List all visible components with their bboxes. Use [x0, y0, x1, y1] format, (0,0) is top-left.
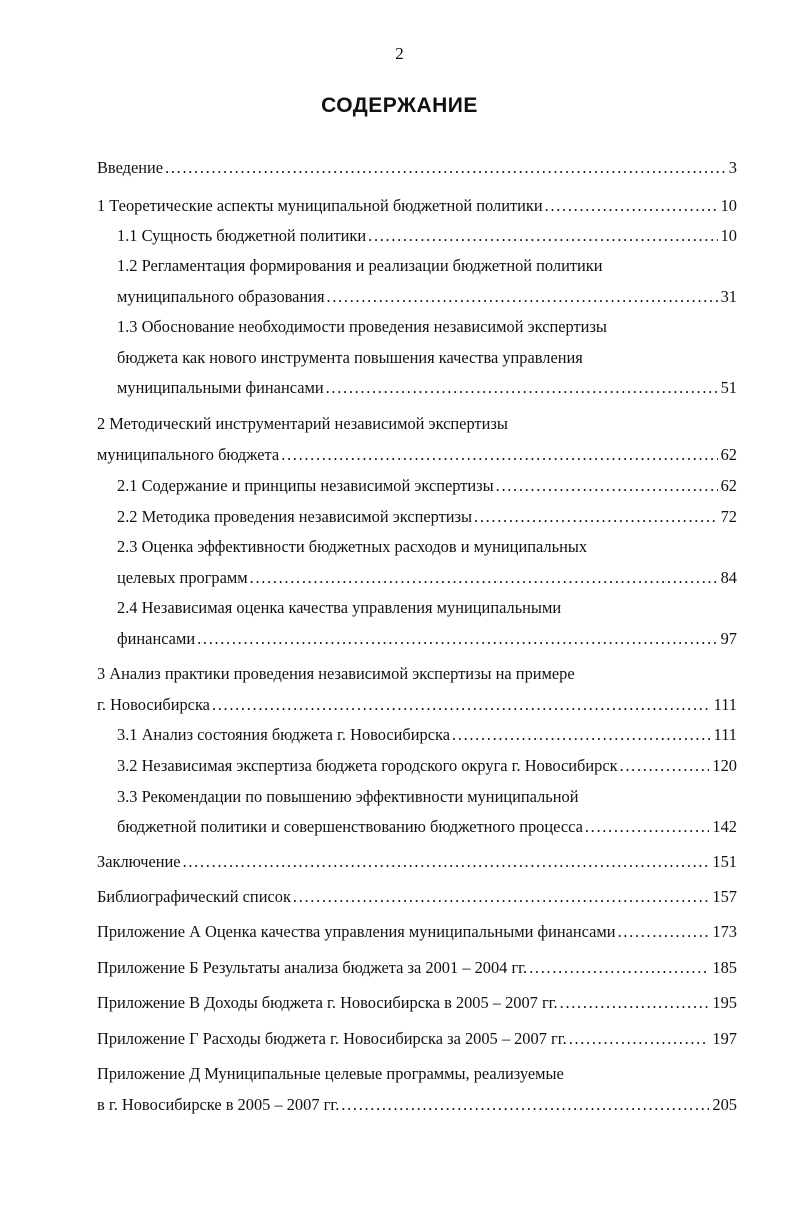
- toc-entry-appendix-d: [97, 1095, 737, 1115]
- toc-entry-appendix-g: [97, 1029, 737, 1049]
- toc-entry-text: Библиографический список: [97, 887, 291, 906]
- toc-entry-text: целевых программ: [117, 568, 248, 587]
- toc-entry-text: муниципальными финансами: [117, 378, 324, 397]
- toc-entry-page: 173: [712, 922, 737, 941]
- toc-entry-text: муниципального бюджета: [97, 445, 280, 464]
- toc-entry-chapter-1: [97, 196, 737, 216]
- toc-entry-page: 10: [720, 226, 737, 245]
- toc-entry-page: 185: [712, 958, 737, 977]
- toc-entry-section-1-3: [117, 378, 737, 398]
- toc-entry-text: бюджетной политики и совершенствованию бюджетного процесса: [117, 817, 583, 836]
- toc-entry-conclusion: [97, 852, 737, 872]
- toc-entry-page: 72: [720, 507, 737, 526]
- toc-entry-section-1-2-line1: 1.2 Регламентация формирования и реализации бюджетной политики: [117, 256, 603, 275]
- toc-entry-text: Введение: [97, 158, 164, 177]
- toc-entry-appendix-b: [97, 958, 737, 978]
- toc-entry-text: г. Новосибирска: [97, 695, 210, 714]
- toc-entry-chapter-2: [97, 445, 737, 465]
- toc-entry-text: Приложение Г Расходы бюджета г. Новосибирска за 2005 – 2007 гг.: [97, 1029, 567, 1048]
- toc-entry-page: 62: [720, 445, 737, 464]
- toc-entry-text: в г. Новосибирске в 2005 – 2007 гг.: [97, 1095, 340, 1114]
- toc-entry-section-1-3-line1: 1.3 Обоснование необходимости проведения независимой экспертизы: [117, 317, 607, 336]
- page-title: СОДЕРЖАНИЕ: [321, 94, 478, 117]
- toc-entry-text: 2.1 Содержание и принципы независимой экспертизы: [117, 476, 494, 495]
- toc-entry-text: 3.2 Независимая экспертиза бюджета городского округа г. Новосибирск: [117, 756, 618, 775]
- toc-entry-page: 111: [713, 695, 737, 714]
- toc-entry-page: 97: [720, 629, 737, 648]
- toc-entry-text: Заключение: [97, 852, 181, 871]
- toc-entry-text: финансами: [117, 629, 196, 648]
- toc-entry-page: 197: [712, 1029, 737, 1048]
- toc-entry-section-2-4: [117, 629, 737, 649]
- toc-entry-chapter-2-line1: 2 Методический инструментарий независимой экспертизы: [97, 414, 508, 433]
- toc-entry-page: 205: [712, 1095, 737, 1114]
- toc-entry-chapter-3: [97, 695, 737, 715]
- toc-entry-section-2-3-line1: 2.3 Оценка эффективности бюджетных расходов и муниципальных: [117, 537, 588, 556]
- toc-entry-page: 84: [720, 568, 737, 587]
- toc-entry-text: 1.1 Сущность бюджетной политики: [117, 226, 367, 245]
- toc-entry-section-3-2: [117, 756, 737, 776]
- toc-entry-intro: [97, 158, 737, 178]
- toc-entry-page: 195: [712, 993, 737, 1012]
- toc-entry-bibliography: [97, 887, 737, 907]
- toc-entry-page: 3: [728, 158, 737, 177]
- toc-entry-page: 51: [720, 378, 737, 397]
- toc-entry-page: 31: [720, 287, 737, 306]
- toc-entry-section-1-3-line2: бюджета как нового инструмента повышения качества управления: [117, 348, 583, 367]
- toc-entry-appendix-d-line1: Приложение Д Муниципальные целевые программы, реализуемые: [97, 1064, 564, 1083]
- toc-entry-page: 120: [712, 756, 737, 775]
- toc-entry-text: 2.2 Методика проведения независимой экспертизы: [117, 507, 473, 526]
- toc-entry-page: 10: [720, 196, 737, 215]
- toc-entry-section-1-1: [117, 226, 737, 246]
- toc-entry-page: 142: [712, 817, 737, 836]
- toc-entry-chapter-3-line1: 3 Анализ практики проведения независимой экспертизы на примере: [97, 664, 575, 683]
- toc-entry-section-2-3: [117, 568, 737, 588]
- toc-entry-text: 3.1 Анализ состояния бюджета г. Новосибирска: [117, 725, 450, 744]
- toc-entry-text: Приложение Б Результаты анализа бюджета за 2001 – 2004 гг.: [97, 958, 528, 977]
- page-number: 2: [395, 44, 404, 63]
- toc-entry-page: 157: [712, 887, 737, 906]
- toc-entry-section-3-3: [117, 817, 737, 837]
- toc-entry-text: муниципального образования: [117, 287, 325, 306]
- toc-entry-section-3-1: [117, 725, 737, 745]
- toc-entry-section-3-3-line1: 3.3 Рекомендации по повышению эффективности муниципальной: [117, 787, 579, 806]
- toc-entry-page: 62: [720, 476, 737, 495]
- toc-entry-page: 111: [713, 725, 737, 744]
- toc-entry-page: 151: [712, 852, 737, 871]
- toc-entry-appendix-a: [97, 922, 737, 942]
- toc-entry-section-1-2: [117, 287, 737, 307]
- toc-entry-text: Приложение А Оценка качества управления муниципальными финансами: [97, 922, 616, 941]
- toc-entry-section-2-4-line1: 2.4 Независимая оценка качества управления муниципальными: [117, 598, 562, 617]
- toc-entry-section-2-1: [117, 476, 737, 496]
- toc-entry-text: Приложение В Доходы бюджета г. Новосибирска в 2005 – 2007 гг.: [97, 993, 558, 1012]
- toc-entry-text: 1 Теоретические аспекты муниципальной бюджетной политики: [97, 196, 543, 215]
- toc-entry-appendix-v: [97, 993, 737, 1013]
- toc-entry-section-2-2: [117, 507, 737, 527]
